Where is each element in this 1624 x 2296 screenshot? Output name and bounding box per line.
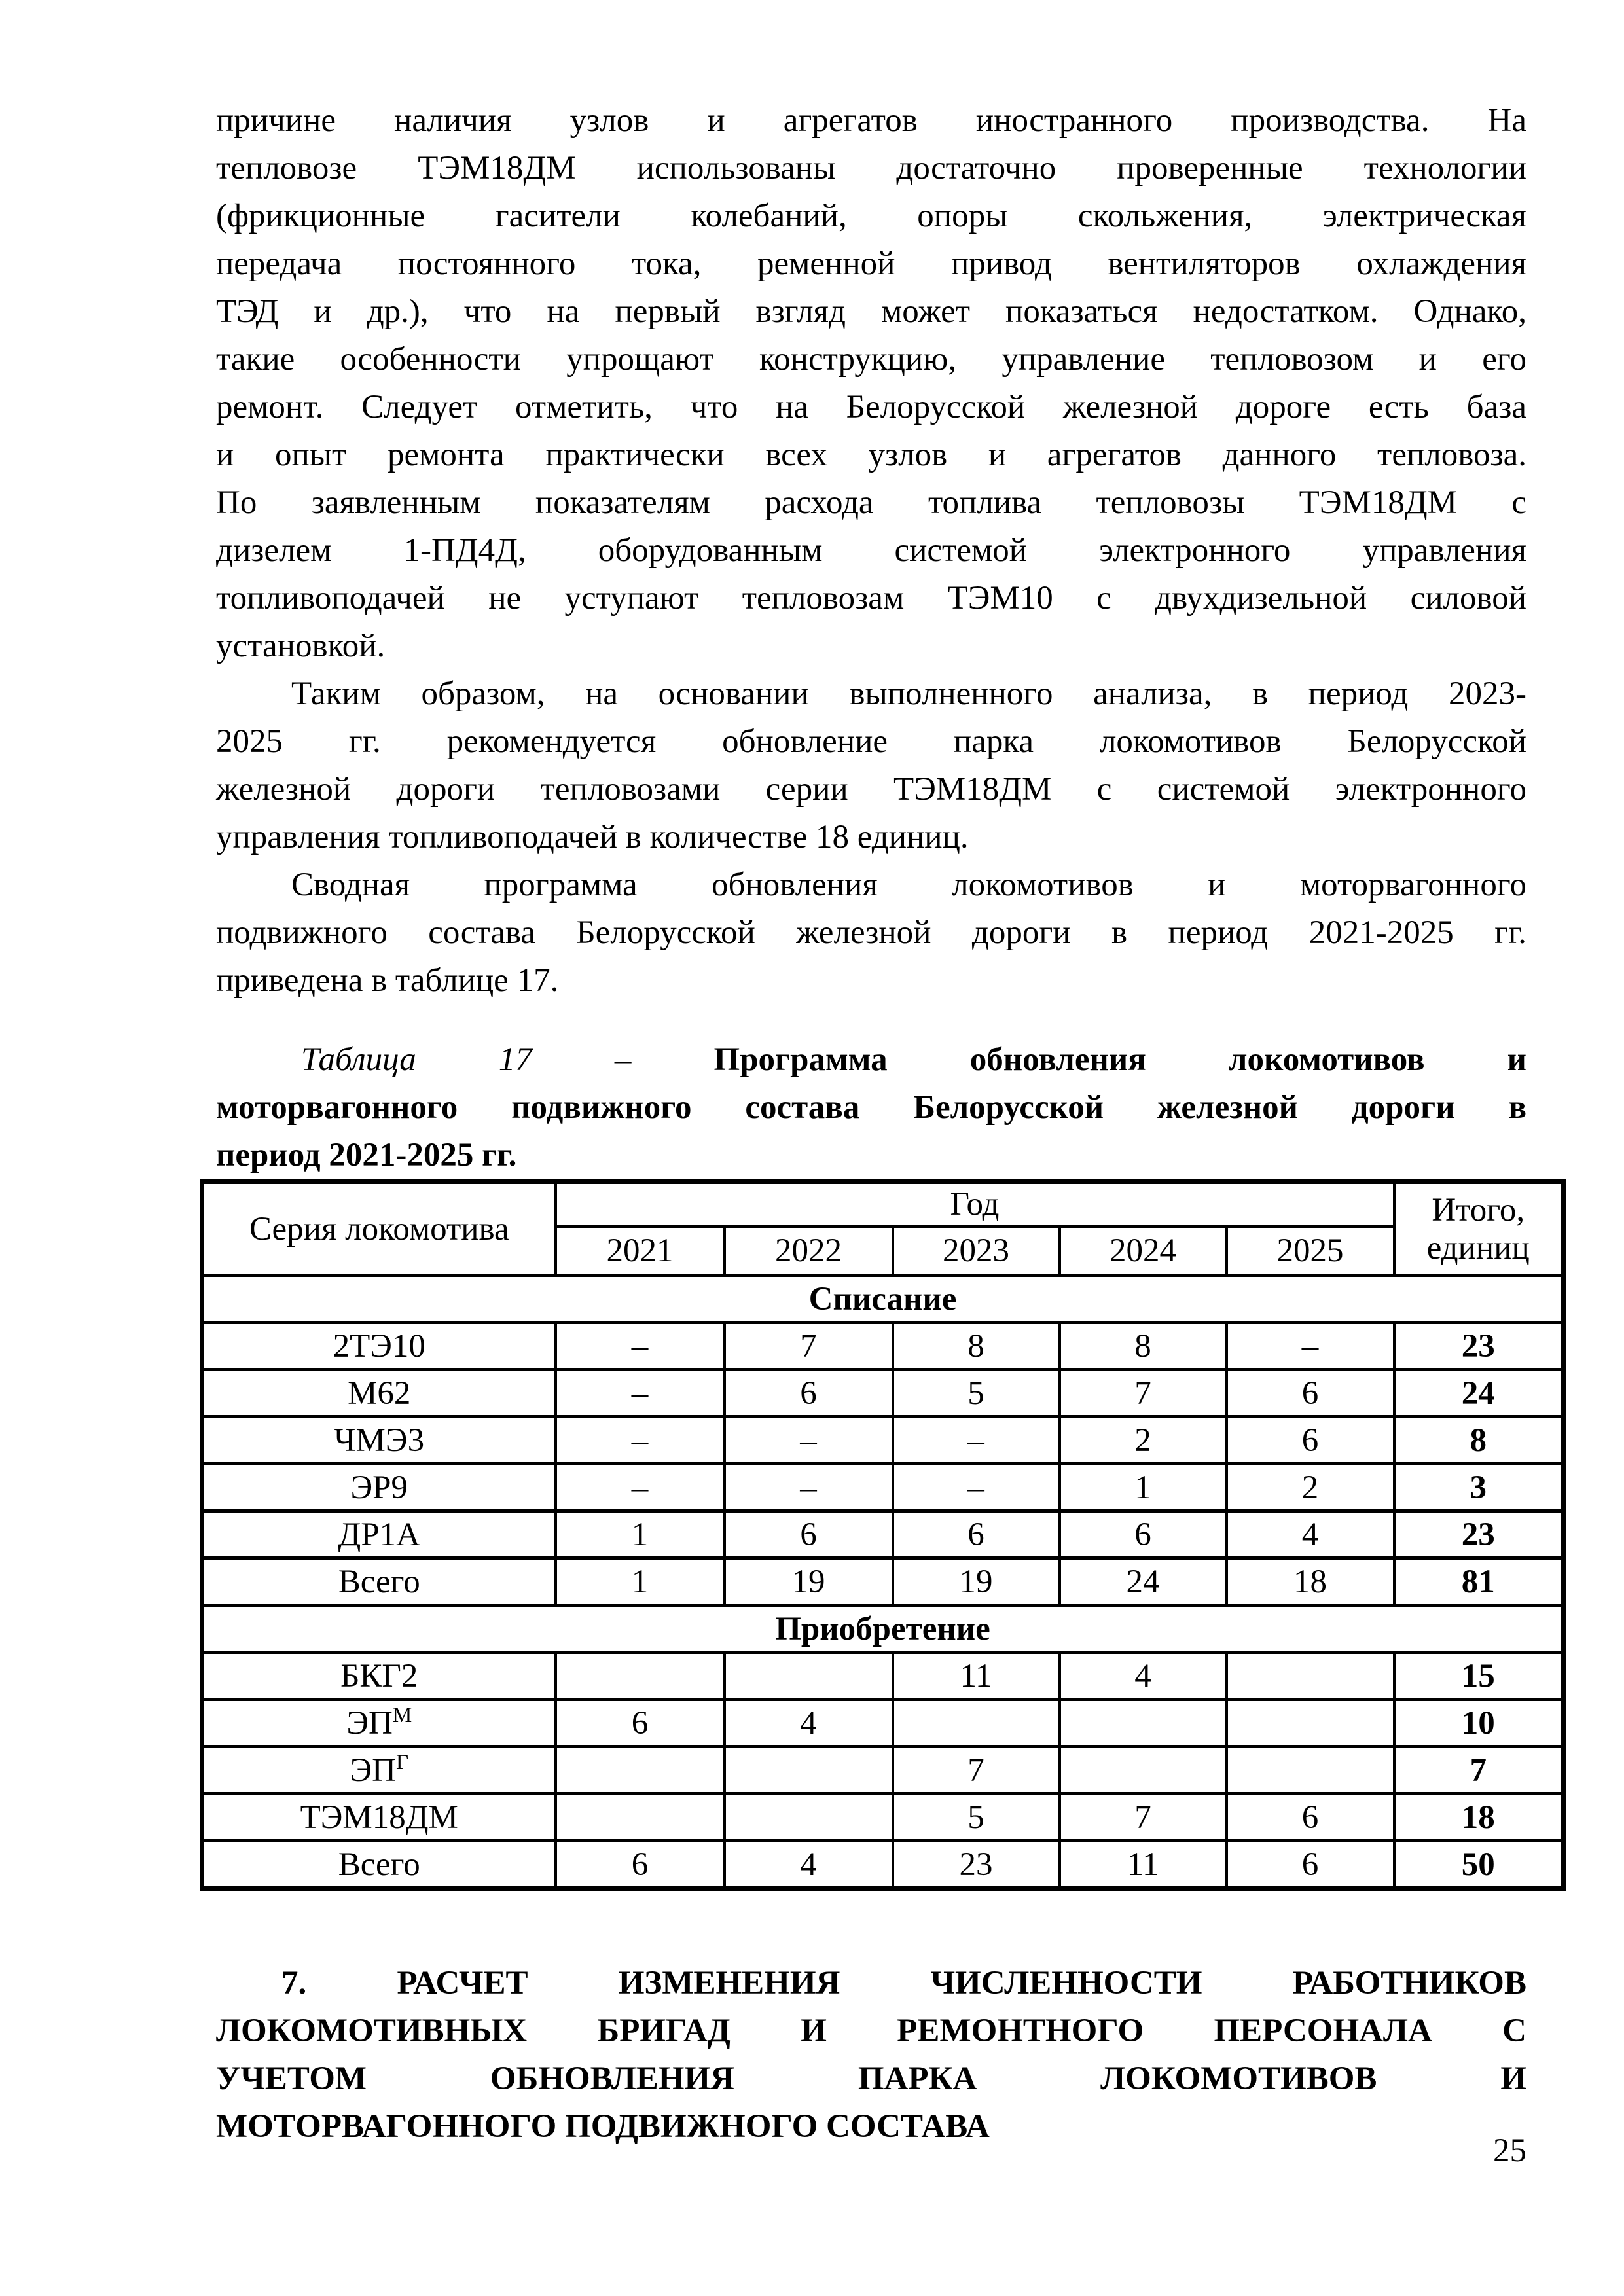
series-cell: БКГ2 <box>202 1653 556 1700</box>
locomotive-program-table <box>200 1179 1566 1891</box>
table-section-row <box>202 1276 1564 1323</box>
table-header-row-group <box>202 1182 1564 1227</box>
text-line: передача постоянного тока, ременной привод вентиляторов охлаждения <box>216 245 1526 282</box>
text-line: ремонт. Следует отметить, что на Белорусской железной дороге есть база <box>216 389 1526 425</box>
value-cell: 4 <box>1227 1511 1394 1558</box>
value-cell: – <box>556 1464 725 1511</box>
value-cell <box>725 1747 893 1794</box>
value-cell: 7 <box>725 1323 893 1370</box>
series-cell: М62 <box>202 1370 556 1417</box>
value-cell: 6 <box>893 1511 1060 1558</box>
table-caption <box>216 1036 1526 1179</box>
value-cell <box>1060 1700 1227 1747</box>
value-cell: 23 <box>893 1841 1060 1889</box>
text-line: Сводная программа обновления локомотивов и моторвагонного <box>291 867 1526 903</box>
value-cell: – <box>556 1417 725 1464</box>
value-cell: 1 <box>556 1511 725 1558</box>
total-cell: 15 <box>1394 1653 1564 1700</box>
text-line: ТЭД и др.), что на первый взгляд может показаться недостатком. Однако, <box>216 293 1526 330</box>
col-header-total-line2: единиц <box>1426 1229 1530 1266</box>
value-cell <box>1227 1700 1394 1747</box>
text-line: и опыт ремонта практически всех узлов и агрегатов данного тепловоза. <box>216 437 1526 473</box>
text-line: 2025 гг. рекомендуется обновление парка локомотивов Белорусской <box>216 723 1526 760</box>
value-cell: 6 <box>1227 1841 1394 1889</box>
text-line: управления топливоподачей в количестве 18 единиц. <box>216 819 969 855</box>
value-cell <box>556 1794 725 1841</box>
value-cell <box>725 1794 893 1841</box>
value-cell: 4 <box>725 1700 893 1747</box>
value-cell: 19 <box>725 1558 893 1605</box>
caption-segment: период 2021-2025 гг. <box>216 1137 517 1174</box>
col-header-year-group: Год <box>556 1182 1394 1227</box>
total-cell: 23 <box>1394 1323 1564 1370</box>
value-cell <box>893 1700 1060 1747</box>
total-cell: 50 <box>1394 1841 1564 1889</box>
col-header-series: Серия локомотива <box>202 1182 556 1276</box>
body-text <box>216 97 1526 1005</box>
col-header-total-line1: Итого, <box>1432 1191 1525 1229</box>
text-line: железной дороги тепловозами серии ТЭМ18ДМ с системой электронного <box>216 771 1526 808</box>
col-header-total <box>1394 1182 1564 1276</box>
value-cell: 2 <box>1060 1417 1227 1464</box>
value-cell: 8 <box>1060 1323 1227 1370</box>
page-content <box>216 97 1530 2151</box>
text-line: топливоподачей не уступают тепловозам ТЭМ10 с двухдизельной силовой <box>216 580 1526 617</box>
value-cell: 1 <box>1060 1464 1227 1511</box>
text-line: приведена в таблице 17. <box>216 962 559 999</box>
text-line: дизелем 1-ПД4Д, оборудованным системой электронного управления <box>216 532 1526 569</box>
value-cell: – <box>725 1417 893 1464</box>
series-cell: ЭР9 <box>202 1464 556 1511</box>
table-row <box>202 1417 1564 1464</box>
caption-line <box>216 1132 1526 1179</box>
table-row <box>202 1700 1564 1747</box>
table-row <box>202 1464 1564 1511</box>
value-cell: – <box>893 1464 1060 1511</box>
value-cell: – <box>1227 1323 1394 1370</box>
value-cell: 7 <box>893 1747 1060 1794</box>
caption-segment: Таблица 17 <box>301 1041 532 1078</box>
value-cell: 6 <box>725 1370 893 1417</box>
value-cell: 4 <box>725 1841 893 1889</box>
total-cell: 81 <box>1394 1558 1564 1605</box>
value-cell: – <box>893 1417 1060 1464</box>
value-cell <box>725 1653 893 1700</box>
value-cell: 11 <box>1060 1841 1227 1889</box>
text-line: Таким образом, на основании выполненного анализа, в период 2023- <box>291 675 1526 712</box>
value-cell: 6 <box>556 1841 725 1889</box>
series-cell: $ЭП^М$ <box>202 1700 556 1747</box>
series-cell: ЧМЭ3 <box>202 1417 556 1464</box>
value-cell <box>556 1747 725 1794</box>
value-cell: 7 <box>1060 1370 1227 1417</box>
total-cell: 24 <box>1394 1370 1564 1417</box>
value-cell: 5 <box>893 1370 1060 1417</box>
value-cell: 1 <box>556 1558 725 1605</box>
series-cell: $ЭП^Г$ <box>202 1747 556 1794</box>
value-cell: 18 <box>1227 1558 1394 1605</box>
table-row <box>202 1511 1564 1558</box>
col-header-year-2024: 2024 <box>1060 1227 1227 1276</box>
text-line: По заявленным показателям расхода топлива тепловозы ТЭМ18ДМ с <box>216 484 1526 521</box>
value-cell: 4 <box>1060 1653 1227 1700</box>
series-cell: Всего <box>202 1558 556 1605</box>
table-section-title: Списание <box>202 1276 1564 1323</box>
section-heading <box>216 1960 1526 2151</box>
series-cell: Всего <box>202 1841 556 1889</box>
caption-line <box>216 1036 1526 1084</box>
value-cell: – <box>556 1370 725 1417</box>
heading-line: ЛОКОМОТИВНЫХ БРИГАД И РЕМОНТНОГО ПЕРСОНАЛА С <box>216 2013 1526 2049</box>
value-cell: 6 <box>1060 1511 1227 1558</box>
value-cell: 24 <box>1060 1558 1227 1605</box>
total-cell: 18 <box>1394 1794 1564 1841</box>
table-row <box>202 1653 1564 1700</box>
value-cell: 2 <box>1227 1464 1394 1511</box>
col-header-year-2022: 2022 <box>725 1227 893 1276</box>
value-cell: 7 <box>1060 1794 1227 1841</box>
value-cell: 11 <box>893 1653 1060 1700</box>
heading-line: 7. РАСЧЕТ ИЗМЕНЕНИЯ ЧИСЛЕННОСТИ РАБОТНИКОВ <box>281 1965 1526 2001</box>
caption-segment: – <box>532 1041 714 1078</box>
series-superscript: М <box>392 1703 412 1727</box>
col-header-year-2021: 2021 <box>556 1227 725 1276</box>
text-line: подвижного состава Белорусской железной дороги в период 2021-2025 гг. <box>216 914 1526 951</box>
total-cell: 7 <box>1394 1747 1564 1794</box>
table-section-row <box>202 1605 1564 1653</box>
total-cell: 8 <box>1394 1417 1564 1464</box>
value-cell: 6 <box>1227 1370 1394 1417</box>
value-cell: 8 <box>893 1323 1060 1370</box>
value-cell: 6 <box>1227 1417 1394 1464</box>
value-cell: 5 <box>893 1794 1060 1841</box>
value-cell: 6 <box>725 1511 893 1558</box>
page-number: 25 <box>1493 2132 1526 2169</box>
value-cell: 6 <box>556 1700 725 1747</box>
col-header-year-2023: 2023 <box>893 1227 1060 1276</box>
value-cell <box>1060 1747 1227 1794</box>
value-cell: 6 <box>1227 1794 1394 1841</box>
series-cell: ДР1А <box>202 1511 556 1558</box>
heading-line: МОТОРВАГОННОГО ПОДВИЖНОГО СОСТАВА <box>216 2108 990 2145</box>
caption-line <box>216 1084 1526 1132</box>
table-row <box>202 1370 1564 1417</box>
total-cell: 10 <box>1394 1700 1564 1747</box>
table-row <box>202 1841 1564 1889</box>
table-section-title: Приобретение <box>202 1605 1564 1653</box>
value-cell <box>556 1653 725 1700</box>
caption-segment: Программа обновления локомотивов и <box>713 1041 1527 1078</box>
text-line: (фрикционные гасители колебаний, опоры скольжения, электрическая <box>216 198 1526 234</box>
value-cell: – <box>725 1464 893 1511</box>
total-cell: 3 <box>1394 1464 1564 1511</box>
series-cell: 2ТЭ10 <box>202 1323 556 1370</box>
value-cell: 19 <box>893 1558 1060 1605</box>
heading-line: УЧЕТОМ ОБНОВЛЕНИЯ ПАРКА ЛОКОМОТИВОВ И <box>216 2060 1526 2097</box>
col-header-year-2025: 2025 <box>1227 1227 1394 1276</box>
series-superscript: Г <box>395 1750 409 1774</box>
total-cell: 23 <box>1394 1511 1564 1558</box>
series-cell: ТЭМ18ДМ <box>202 1794 556 1841</box>
value-cell: – <box>556 1323 725 1370</box>
table-row <box>202 1558 1564 1605</box>
value-cell <box>1227 1747 1394 1794</box>
text-line: тепловозе ТЭМ18ДМ использованы достаточно проверенные технологии <box>216 150 1526 187</box>
text-line: установкой. <box>216 628 386 664</box>
table-row <box>202 1747 1564 1794</box>
text-line: такие особенности упрощают конструкцию, управление тепловозом и его <box>216 341 1526 378</box>
table-row <box>202 1794 1564 1841</box>
caption-segment: моторвагонного подвижного состава Белорусской железной дороги в <box>216 1089 1526 1126</box>
text-line: причине наличия узлов и агрегатов иностранного производства. На <box>216 102 1526 139</box>
table-row <box>202 1323 1564 1370</box>
value-cell <box>1227 1653 1394 1700</box>
